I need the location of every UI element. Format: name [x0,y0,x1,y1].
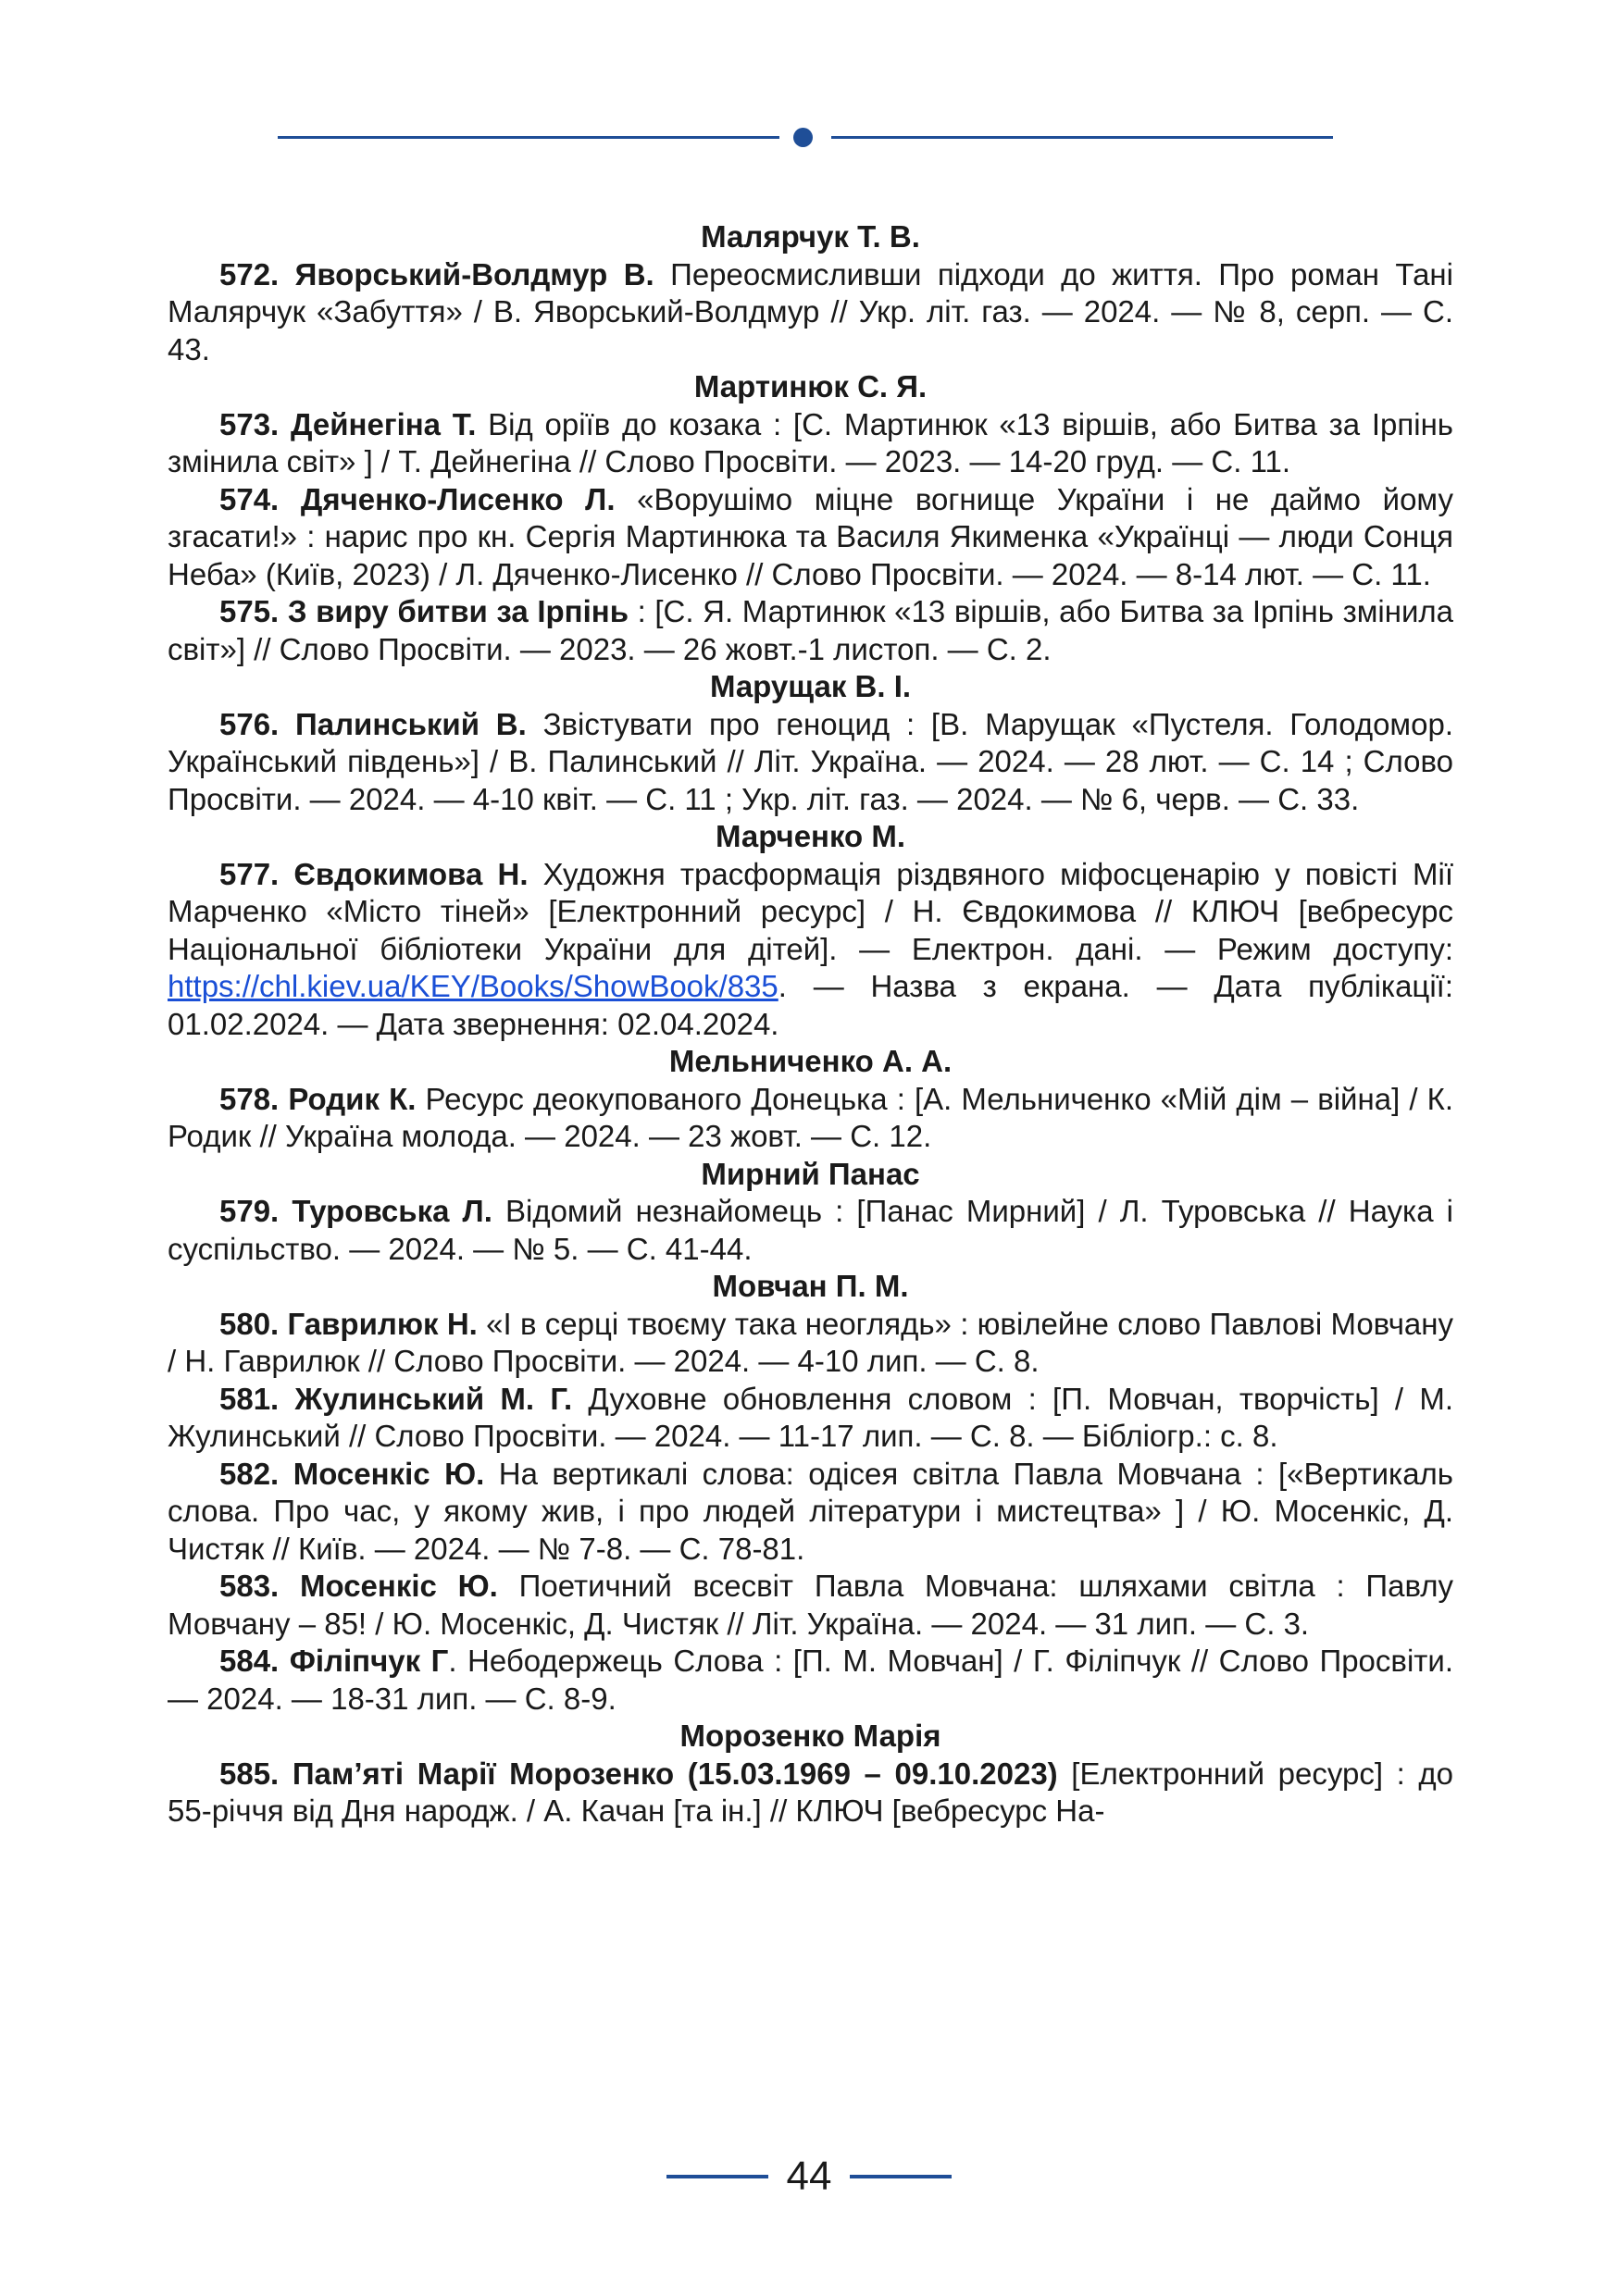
entry-number-author: 582. Мосенкіс Ю. [219,1456,485,1491]
bibliography-entry [168,1568,1453,1643]
entry-text: Духовне обновлення словом : [П. Мовчан, творчість] / М. Жулинський // Слово Просвіти. — 2024. — 11-17 лип. — С. 8. — Бібліогр.: с. 8. [168,1381,1453,1453]
ornament-line-left [278,136,779,139]
entry-text: : [С. Я. Мартинюк «13 віршів, або Битва за Ірпінь змінила світ»] // Слово Просвіти. — 2023. — 26 жовт.-1 листоп. — С. 2. [168,594,1453,666]
section-heading: Мирний Панас [701,1156,920,1191]
section-heading: Мартинюк С. Я. [693,369,928,403]
section-heading: Марущак В. І. [709,669,912,703]
bibliography-entry [168,1456,1453,1569]
ornament-line-right [831,136,1333,139]
entry-text: «І в серці твоєму така неоглядь» : ювілейне слово Павлові Мовчану / Н. Гаврилюк // Слово Просвіти. — 2024. — 4-10 лип. — С. 8. [168,1306,1453,1378]
page-number: 44 [786,2153,832,2199]
section-heading: Морозенко Марія [679,1719,941,1753]
entry-number-author: 574. Дяченко-Лисенко Л. [219,481,616,516]
ornament-dot [793,128,813,147]
entry-number-author: 577. Євдокимова Н. [219,856,529,891]
bibliography-entry [168,593,1453,668]
entry-text: Ресурс деокупованого Донецька : [А. Мельниченко «Мій дім – війна] / К. Родик // Україна молода. — 2024. — 23 жовт. — С. 12. [168,1081,1453,1153]
bibliography-entry [168,1193,1453,1268]
entry-text: Звістувати про геноцид : [В. Марущак «Пустеля. Голодомор. Український південь»] / В. Палинський // Літ. Україна. — 2024. — 28 лют. — С. 14 ; Слово Просвіти. — 2024. — 4-10 квіт. — С. 11 ; Укр. літ. газ. — 2024. — № 6, черв. — С. 33. [168,706,1453,816]
section-heading: Малярчук Т. В. [701,219,920,254]
entry-text: На вертикалі слова: одісея світла Павла Мовчана : [«Вертикаль слова. Про час, у якому жив, і про людей літератури і мистецтва» ] / Ю. Мосенкіс, Д. Чистяк // Київ. — 2024. — № 7-8. — С. 78-81. [168,1456,1453,1566]
entry-number-author: 572. Яворський-Волдмур В. [219,256,654,292]
section-heading: Мельниченко А. А. [668,1044,953,1078]
section-heading: Мовчан П. М. [712,1269,909,1303]
entry-text: Художня трасформація різдвяного міфосценарію у повісті Мії Марченко «Місто тіней» [Електронний ресурс] / Н. Євдокимова // КЛЮЧ [вебресурс Національної бібліотеки України для дітей]. — Електрон. дані. — Режим доступу: [168,856,1454,966]
entry-number-author: 575. З виру битви за Ірпінь [219,594,629,628]
entry-number-author: 580. Гаврилюк Н. [219,1306,478,1341]
entry-text: Відомий незнайомець : [Панас Мирний] / Л. Туровська // Наука і суспільство. — 2024. — № 5. — С. 41-44. [168,1194,1453,1266]
bibliography-entry [168,481,1453,594]
entry-text: . Небодержець Слова : [П. М. Мовчан] / Г. Філіпчук // Слово Просвіти. — 2024. — 18-31 лип. — С. 8-9. [168,1644,1453,1716]
section-heading: Марченко М. [715,819,906,853]
entry-text: [Електронний ресурс] : до 55-річчя від Дня народж. / А. Качан [та ін.] // КЛЮЧ [вебресурс На- [168,1756,1453,1828]
footer-line-left [666,2175,768,2178]
entry-number-author: 576. Палинський В. [219,706,527,741]
bibliography-entry [168,1306,1453,1381]
entry-text: «Ворушімо міцне вогнище України і не даймо йому згасати!» : нарис про кн. Сергія Мартинюка та Василя Якименка «Українці — люди Сонця Неба» (Київ, 2023) / Л. Дяченко-Лисенко // Слово Просвіти. — 2024. — 8-14 лют. — С. 11. [168,481,1453,591]
top-ornament [278,128,1333,146]
entry-text: Від оріїв до козака : [С. Мартинюк «13 віршів, або Битва за Ірпінь змінила світ» ] / Т. Дейнегіна // Слово Просвіти. — 2023. — 14-20 груд. — С. 11. [168,406,1453,478]
entry-number-author: 584. Філіпчук Г [219,1644,449,1678]
entry-number-author: 578. Родик К. [219,1081,417,1116]
bibliography-entry [168,856,1453,1044]
entry-text-tail: . — Назва з екрана. — Дата публікації: 01.02.2024. — Дата звернення: 02.04.2024. [168,969,1453,1041]
entry-text: Поетичний всесвіт Павла Мовчана: шляхами світла : Павлу Мовчану – 85! / Ю. Мосенкіс, Д. Чистяк // Літ. Україна. — 2024. — 31 лип. — С. 3. [168,1569,1453,1641]
entry-number-author: 585. Пам’яті Марії Морозенко (15.03.1969 – 09.10.2023) [219,1756,1058,1791]
entry-number-author: 579. Туровська Л. [219,1194,492,1228]
bibliography-entry [168,1756,1453,1831]
footer-line-right [850,2175,952,2178]
page-footer [666,2149,952,2204]
bibliography-entry [168,1081,1453,1156]
bibliography-entry [168,706,1453,819]
entry-link[interactable]: https://chl.kiev.ua/KEY/Books/ShowBook/835 [168,969,778,1003]
bibliography-content [168,218,1453,1831]
entry-text: Переосмисливши підходи до життя. Про роман Тані Малярчук «Забуття» / В. Яворський-Волдмур // Укр. літ. газ. — 2024. — № 8, серп. — С. 43. [168,256,1453,366]
entry-number-author: 581. Жулинський М. Г. [219,1381,573,1416]
bibliography-entry [168,406,1453,481]
bibliography-entry [168,1643,1453,1718]
entry-number-author: 583. Мосенкіс Ю. [219,1569,498,1603]
entry-number-author: 573. Дейнегіна Т. [219,406,477,441]
bibliography-entry [168,1381,1453,1456]
bibliography-entry [168,256,1453,369]
